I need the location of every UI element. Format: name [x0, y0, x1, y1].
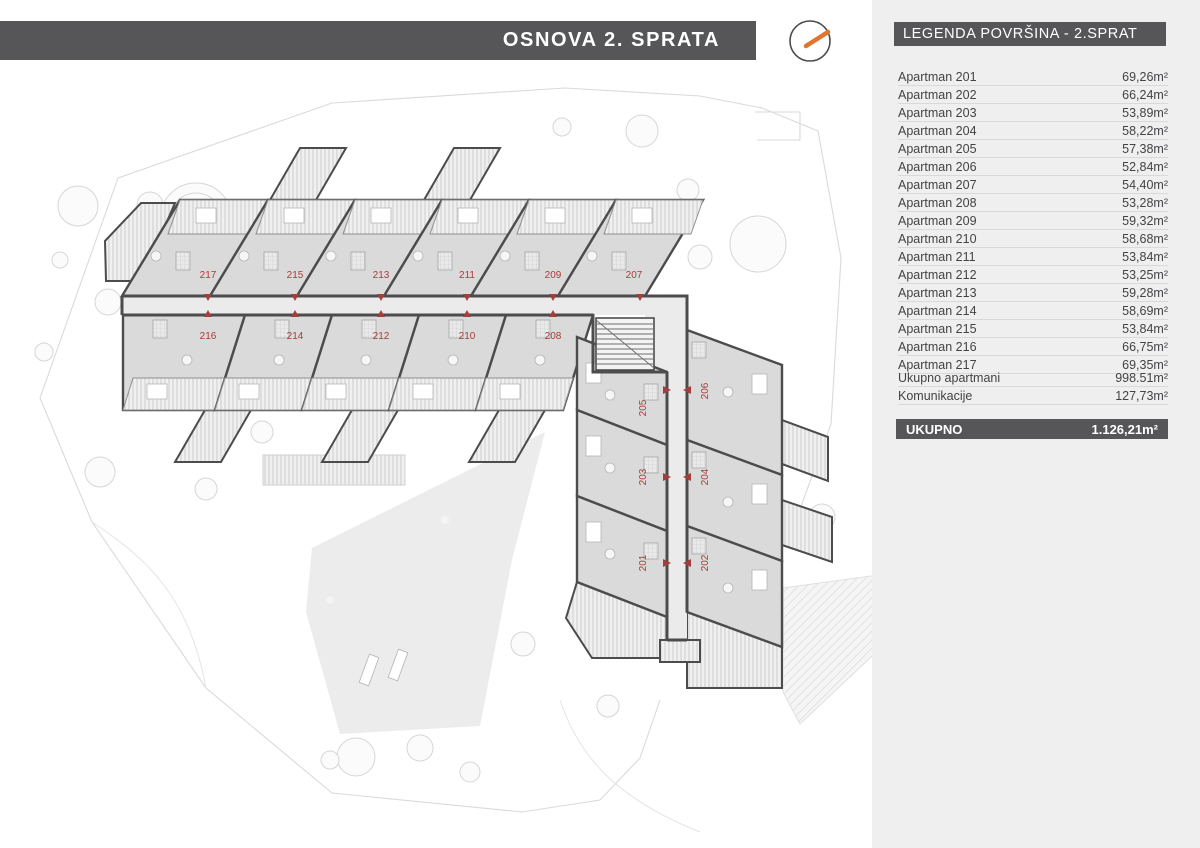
apartment-label: Apartman 209: [898, 214, 977, 228]
lower-terrace: [660, 640, 700, 662]
balcony: [322, 410, 398, 462]
apartment-label: Apartman 217: [898, 358, 977, 372]
balcony: [424, 148, 500, 200]
apartment-number-label: 206: [700, 382, 711, 400]
apartment-number-label: 216: [199, 331, 217, 342]
apartment-number-label: 212: [372, 331, 390, 342]
apartment-area: 53,89m²: [1122, 106, 1168, 120]
apartment-area: 59,28m²: [1122, 286, 1168, 300]
apartment-area: 998.51m²: [1115, 371, 1168, 385]
apartment-number-label: 201: [638, 554, 649, 572]
legend-row: [898, 68, 1168, 86]
apartment-number-label: 211: [459, 270, 475, 281]
apartment-area: 54,40m²: [1122, 178, 1168, 192]
legend-row: [898, 122, 1168, 140]
unit-terrace: [123, 378, 225, 410]
tree-icon: [321, 751, 339, 769]
apartment-area: 127,73m²: [1115, 389, 1168, 403]
apartment-area: 59,32m²: [1122, 214, 1168, 228]
legend-row: [898, 104, 1168, 122]
tree-icon: [730, 216, 786, 272]
apartment-label: Apartman 205: [898, 142, 977, 156]
unit-terrace: [389, 378, 486, 410]
legend-row: [898, 158, 1168, 176]
tree-icon: [407, 735, 433, 761]
apartment-number-label: 202: [700, 554, 711, 572]
apartment-number-label: 210: [458, 331, 476, 342]
legend-row: [898, 266, 1168, 284]
apartment-label: Apartman 206: [898, 160, 977, 174]
apartment-number-label: 207: [625, 270, 643, 281]
unit-terrace: [476, 378, 573, 410]
legend-totals: [898, 369, 1168, 405]
tree-icon: [337, 738, 375, 776]
tree-icon: [35, 343, 53, 361]
grand-total-bar: [896, 419, 1168, 439]
corridor: [122, 296, 645, 315]
tree-icon: [553, 118, 571, 136]
apartment-label: Apartman 212: [898, 268, 977, 282]
apartment-area: 66,24m²: [1122, 88, 1168, 102]
legend-row: [898, 284, 1168, 302]
legend-row: [898, 230, 1168, 248]
apartment-label: Apartman 211: [898, 250, 976, 264]
apartment-number-label: 203: [638, 468, 649, 486]
tree-icon: [677, 179, 699, 201]
apartment-label: Apartman 214: [898, 304, 977, 318]
apartment-label: Apartman 216: [898, 340, 977, 354]
tree-icon: [195, 478, 217, 500]
page-title: OSNOVA 2. SPRATA: [502, 29, 720, 51]
apartment-number-label: 209: [544, 270, 562, 281]
legend-row: [898, 140, 1168, 158]
grand-total-area: 1.126,21m²: [1091, 421, 1158, 437]
tree-icon: [58, 186, 98, 226]
legend-row: [898, 212, 1168, 230]
legend-row: [898, 86, 1168, 104]
apartment-number-label: 217: [199, 270, 217, 281]
apartment-number-label: 204: [700, 468, 711, 486]
apartment-label: Ukupno apartmani: [898, 371, 1001, 385]
apartment-label: Apartman 208: [898, 196, 977, 210]
apartment-area: 58,22m²: [1122, 124, 1168, 138]
apartment-label: Apartman 203: [898, 106, 977, 120]
apartment-label: Apartman 207: [898, 178, 977, 192]
apartment-number-label: 208: [544, 331, 562, 342]
legend-row: [898, 248, 1168, 266]
apartment-area: 58,68m²: [1122, 232, 1168, 246]
apartment-label: Apartman 201: [898, 70, 977, 84]
apartment-label: Apartman 215: [898, 322, 977, 336]
unit-terrace: [302, 378, 399, 410]
legend-total-row: [898, 387, 1168, 405]
apartment-area: 53,25m²: [1122, 268, 1168, 282]
corridor: [667, 372, 687, 640]
apartment-label: Apartman 210: [898, 232, 977, 246]
tree-icon: [597, 695, 619, 717]
apartment-area: 57,38m²: [1122, 142, 1168, 156]
balcony: [270, 148, 346, 200]
apartment-label: Apartman 204: [898, 124, 977, 138]
tree-icon: [52, 252, 68, 268]
tree-icon: [251, 421, 273, 443]
legend-row: [898, 176, 1168, 194]
apartment-area: 69,35m²: [1122, 358, 1168, 372]
legend-header: LEGENDA POVRŠINA - 2.SPRAT: [894, 22, 1166, 46]
apartment-area: 53,84m²: [1122, 250, 1168, 264]
unit-terrace: [604, 200, 703, 234]
tree-icon: [85, 457, 115, 487]
apartment-label: Apartman 213: [898, 286, 977, 300]
apartment-area: 53,84m²: [1122, 322, 1168, 336]
apartment-area: 66,75m²: [1122, 340, 1168, 354]
legend-row: [898, 194, 1168, 212]
legend-rows: [898, 68, 1168, 374]
balcony: [782, 420, 828, 481]
tree-icon: [95, 289, 121, 315]
north-indicator-icon: [787, 18, 835, 66]
tree-icon: [626, 115, 658, 147]
legend-row: [898, 302, 1168, 320]
apartment-area: 58,69m²: [1122, 304, 1168, 318]
apartment-number-label: 214: [286, 331, 304, 342]
apartment-area: 53,28m²: [1122, 196, 1168, 210]
legend-row: [898, 338, 1168, 356]
title-bar: [0, 21, 756, 60]
apartment-number-label: 205: [638, 399, 649, 417]
tree-icon: [511, 632, 535, 656]
apartment-number-label: 215: [286, 270, 304, 281]
legend-total-row: [898, 369, 1168, 387]
apartment-number-label: 213: [372, 270, 390, 281]
tree-icon: [460, 762, 480, 782]
garden-hatch: [783, 574, 872, 724]
legend-panel: [872, 0, 1200, 848]
legend-row: [898, 320, 1168, 338]
balcony: [175, 410, 251, 462]
tree-icon: [688, 245, 712, 269]
apartment-area: 69,26m²: [1122, 70, 1168, 84]
apartment-label: Apartman 202: [898, 88, 977, 102]
grand-total-label: UKUPNO: [906, 421, 963, 437]
unit-terrace: [215, 378, 312, 410]
apartment-label: Komunikacije: [898, 389, 973, 403]
apartment-area: 52,84m²: [1122, 160, 1168, 174]
